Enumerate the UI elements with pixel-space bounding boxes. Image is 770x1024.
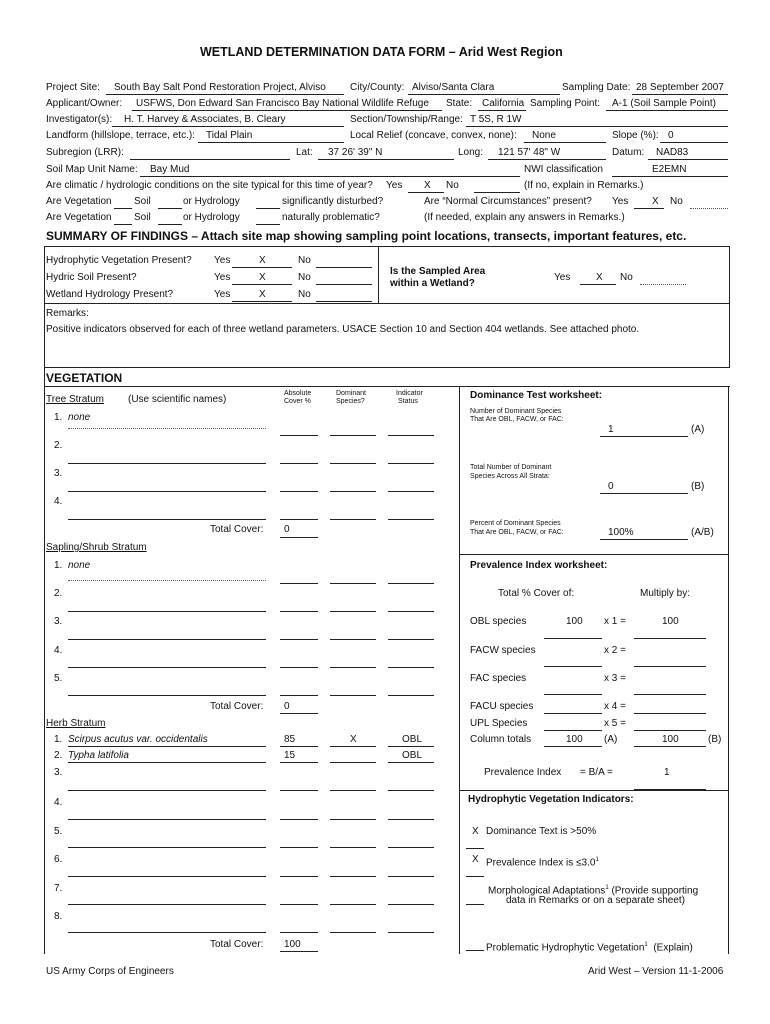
column-total-b[interactable]: 100 (662, 734, 679, 745)
hydro-veg-yes-label: Yes (214, 255, 231, 266)
wetland-hydro-no-label: No (298, 289, 311, 300)
col-indicator-1: Indicator (396, 390, 423, 397)
herb-total-value[interactable]: 100 (284, 939, 301, 950)
state-label: State: (446, 98, 473, 109)
tree-row-num: 2. (54, 440, 63, 451)
wetland-hydro-yes-label: Yes (214, 289, 231, 300)
normal-yes-label: Yes (612, 196, 629, 207)
herb-row-num: 2. (54, 750, 63, 761)
fac-label: FAC species (470, 673, 527, 684)
column-total-b-label: (B) (708, 734, 722, 745)
remarks-text[interactable]: Positive indicators observed for each of three wetland parameters. USACE Section 10 and Section 404 wetlands. See attached photo. (46, 324, 640, 335)
obl-label: OBL species (470, 616, 527, 627)
tree-total-value[interactable]: 0 (284, 524, 290, 535)
city-value[interactable]: Alviso/Santa Clara (412, 82, 495, 93)
sampled-area-q1: Is the Sampled Area (390, 266, 486, 277)
prevalence-indicator-text: Prevalence Index is $\le 3.0^1$ (486, 857, 599, 869)
percent-dominant-value[interactable]: 100% (608, 527, 634, 538)
wetland-hydro-question: Wetland Hydrology Present? (46, 289, 174, 300)
veg-label-1: Are Vegetation (46, 196, 112, 207)
tree-row-num: 4. (54, 496, 63, 507)
normal-yes-mark[interactable]: X (652, 196, 659, 207)
sampled-area-yes-label: Yes (554, 272, 571, 283)
footer-version: Arid West – Version 11-1-2006 (588, 966, 724, 977)
investigators-label: Investigator(s): (46, 114, 113, 125)
soil-label-2: Soil (134, 212, 151, 223)
investigators-value[interactable]: H. T. Harvey & Associates, B. Cleary (124, 114, 286, 125)
project-site-label: Project Site: (46, 82, 100, 93)
column-total-a[interactable]: 100 (566, 734, 583, 745)
climatic-question: Are climatic / hydrologic conditions on the site typical for this time of year? (46, 180, 373, 191)
project-site-value[interactable]: South Bay Salt Pond Restoration Project, Alviso (114, 82, 326, 93)
normal-circ: Are “Normal Circumstances” present? (424, 196, 592, 207)
herb-row-species[interactable]: Scirpus acutus var. occidentalis (68, 734, 208, 745)
vegetation-heading: VEGETATION (46, 371, 123, 385)
num-dominant-a: (A) (691, 424, 705, 435)
obl-multiplier: x 1 = (604, 616, 626, 627)
nwi-label: NWI classification (524, 164, 603, 175)
tree-total-label: Total Cover: (210, 524, 264, 535)
city-label: City/County: (350, 82, 405, 93)
sampling-date-label: Sampling Date: (562, 82, 631, 93)
facw-label: FACW species (470, 645, 536, 656)
lat-label: Lat: (296, 147, 313, 158)
percent-dominant-ab: (A/B) (691, 527, 714, 538)
climatic-no-label: No (446, 180, 459, 191)
remarks-label: Remarks: (46, 308, 89, 319)
prevalence-index-label: Prevalence Index (484, 767, 562, 778)
col-indicator-2: Status (398, 398, 418, 405)
col-absolute-1: Absolute (284, 390, 312, 397)
landform-label: Landform (hillslope, terrace, etc.): (46, 130, 195, 141)
hydric-soil-yes-label: Yes (214, 272, 231, 283)
nat-problematic: naturally problematic? (282, 212, 380, 223)
datum-value[interactable]: NAD83 (656, 147, 689, 158)
sapling-row-num: 1. (54, 560, 63, 571)
percent-dominant-label-2: That Are OBL, FACW, or FAC: (470, 529, 564, 536)
lat-value[interactable]: 37 26' 39" N (328, 147, 383, 158)
percent-dominant-label-1: Percent of Dominant Species (470, 520, 561, 527)
herb-row-num: 3. (54, 767, 63, 778)
hydric-soil-question: Hydric Soil Present? (46, 272, 137, 283)
prevalence-index-value[interactable]: 1 (664, 767, 670, 778)
landform-value[interactable]: Tidal Plain (206, 130, 253, 141)
form-title: WETLAND DETERMINATION DATA FORM – Arid West Region (200, 45, 563, 59)
herb-total-label: Total Cover: (210, 939, 264, 950)
obl-value[interactable]: 100 (566, 616, 583, 627)
sapling-row-species[interactable]: none (68, 560, 91, 571)
applicant-label: Applicant/Owner: (46, 98, 123, 109)
upl-multiplier: x 5 = (604, 718, 626, 729)
column-total-a-label: (A) (604, 734, 618, 745)
prevalence-index-formula: = B/A = (580, 767, 613, 778)
sapling-row-num: 5. (54, 673, 63, 684)
veg-label-2: Are Vegetation (46, 212, 112, 223)
slope-value[interactable]: 0 (668, 130, 674, 141)
climatic-yes-mark[interactable]: X (424, 180, 431, 191)
morph-indicator-text-1: Morphological Adaptations$^1$ (Provide supporting (488, 885, 699, 897)
facu-multiplier: x 4 = (604, 701, 626, 712)
hydro-veg-question: Hydrophytic Vegetation Present? (46, 255, 192, 266)
prevalence-heading: Prevalence Index worksheet: (470, 560, 608, 571)
total-dominant-value[interactable]: 0 (608, 481, 614, 492)
num-dominant-label-1: Number of Dominant Species (470, 408, 562, 415)
normal-no-label: No (670, 196, 683, 207)
applicant-value[interactable]: USFWS, Don Edward San Francisco Bay National Wildlife Refuge (136, 98, 429, 109)
hydric-soil-no-label: No (298, 272, 311, 283)
herb-row-cover[interactable]: 85 (284, 734, 296, 745)
climatic-yes-label: Yes (386, 180, 403, 191)
dominance-heading: Dominance Test worksheet: (470, 390, 603, 401)
herb-row-num: 8. (54, 911, 63, 922)
sampling-date-value[interactable]: 28 September 2007 (636, 82, 724, 93)
sampling-point-label: Sampling Point: (530, 98, 601, 109)
hydric-soil-yes-mark[interactable]: X (259, 272, 266, 283)
hydro-label-1: or Hydrology (183, 196, 240, 207)
total-cover-of: Total % Cover of: (498, 588, 575, 599)
wetland-hydro-yes-mark[interactable]: X (259, 289, 266, 300)
soil-map-label: Soil Map Unit Name: (46, 164, 138, 175)
col-dominant-1: Dominant (336, 390, 366, 397)
upl-label: UPL Species (470, 718, 528, 729)
total-dominant-b: (B) (691, 481, 705, 492)
num-dominant-value[interactable]: 1 (608, 424, 614, 435)
herb-row-species[interactable]: Typha latifolia (68, 750, 129, 761)
relief-label: Local Relief (concave, convex, none): (350, 130, 517, 141)
col-dominant-2: Species? (336, 398, 365, 405)
sapling-row-num: 2. (54, 588, 63, 599)
slope-label: Slope (%): (612, 130, 659, 141)
dominance-indicator-text: Dominance Text is >50% (486, 826, 597, 837)
num-dominant-label-2: That Are OBL, FACW, or FAC: (470, 416, 564, 423)
col-absolute-2: Cover % (284, 398, 311, 405)
herb-row-indicator[interactable]: OBL (402, 750, 423, 761)
sapling-stratum-label: Sapling/Shrub Stratum (46, 542, 147, 553)
herb-stratum-label: Herb Stratum (46, 718, 106, 729)
column-totals-label: Column totals (470, 734, 532, 745)
relief-value[interactable]: None (532, 130, 556, 141)
problematic-indicator-text: Problematic Hydrophytic Vegetation$^1$ (Explain) (486, 942, 693, 954)
sapling-total-value[interactable]: 0 (284, 701, 290, 712)
indicators-heading: Hydrophytic Vegetation Indicators: (468, 794, 634, 805)
sapling-row-num: 4. (54, 645, 63, 656)
facw-multiplier: x 2 = (604, 645, 626, 656)
sapling-row-num: 3. (54, 616, 63, 627)
if-needed: (If needed, explain any answers in Remarks.) (424, 212, 625, 223)
facu-label: FACU species (470, 701, 534, 712)
sampled-area-no-label: No (620, 272, 633, 283)
datum-label: Datum: (612, 147, 645, 158)
herb-row-num: 7. (54, 883, 63, 894)
long-value[interactable]: 121 57' 48" W (498, 147, 561, 158)
nwi-value[interactable]: E2EMN (652, 164, 687, 175)
tree-row-num: 3. (54, 468, 63, 479)
subregion-label: Subregion (LRR): (46, 147, 124, 158)
herb-row-num: 1. (54, 734, 63, 745)
obl-result[interactable]: 100 (662, 616, 679, 627)
sampled-area-yes-mark[interactable]: X (596, 272, 603, 283)
herb-row-indicator[interactable]: OBL (402, 734, 423, 745)
sig-disturbed: significantly disturbed? (282, 196, 384, 207)
sampled-area-q2: within a Wetland? (390, 278, 475, 289)
sapling-total-label: Total Cover: (210, 701, 264, 712)
herb-row-dominant[interactable]: X (350, 734, 357, 745)
herb-row-cover[interactable]: 15 (284, 750, 296, 761)
summary-heading: SUMMARY OF FINDINGS – Attach site map showing sampling point locations, transects, important features, etc. (46, 229, 687, 243)
dominance-indicator-mark[interactable]: X (472, 826, 479, 837)
morph-indicator-text-2: data in Remarks or on a separate sheet) (506, 895, 685, 906)
herb-row-num: 5. (54, 826, 63, 837)
herb-row-num: 4. (54, 797, 63, 808)
tree-row-species[interactable]: none (68, 412, 91, 423)
sampling-point-value[interactable]: A-1 (Soil Sample Point) (612, 98, 716, 109)
soil-map-value[interactable]: Bay Mud (150, 164, 190, 175)
fac-multiplier: x 3 = (604, 673, 626, 684)
soil-label-1: Soil (134, 196, 151, 207)
section-value[interactable]: T 5S, R 1W (470, 114, 522, 125)
total-dominant-label-2: Species Across All Strata: (470, 473, 550, 480)
use-sci-names: (Use scientific names) (128, 394, 227, 405)
total-dominant-label-1: Total Number of Dominant (470, 464, 552, 471)
tree-stratum-label: Tree Stratum (46, 394, 104, 405)
herb-row-num: 6. (54, 854, 63, 865)
footer-agency: US Army Corps of Engineers (46, 966, 174, 977)
multiply-by: Multiply by: (640, 588, 691, 599)
climatic-note: (If no, explain in Remarks.) (524, 180, 644, 191)
hydro-veg-yes-mark[interactable]: X (259, 255, 266, 266)
hydro-veg-no-label: No (298, 255, 311, 266)
state-value[interactable]: California (482, 98, 525, 109)
section-label: Section/Township/Range: (350, 114, 463, 125)
tree-row-num: 1. (54, 412, 63, 423)
prevalence-indicator-mark[interactable]: X (472, 854, 479, 865)
hydro-label-2: or Hydrology (183, 212, 240, 223)
long-label: Long: (458, 147, 484, 158)
